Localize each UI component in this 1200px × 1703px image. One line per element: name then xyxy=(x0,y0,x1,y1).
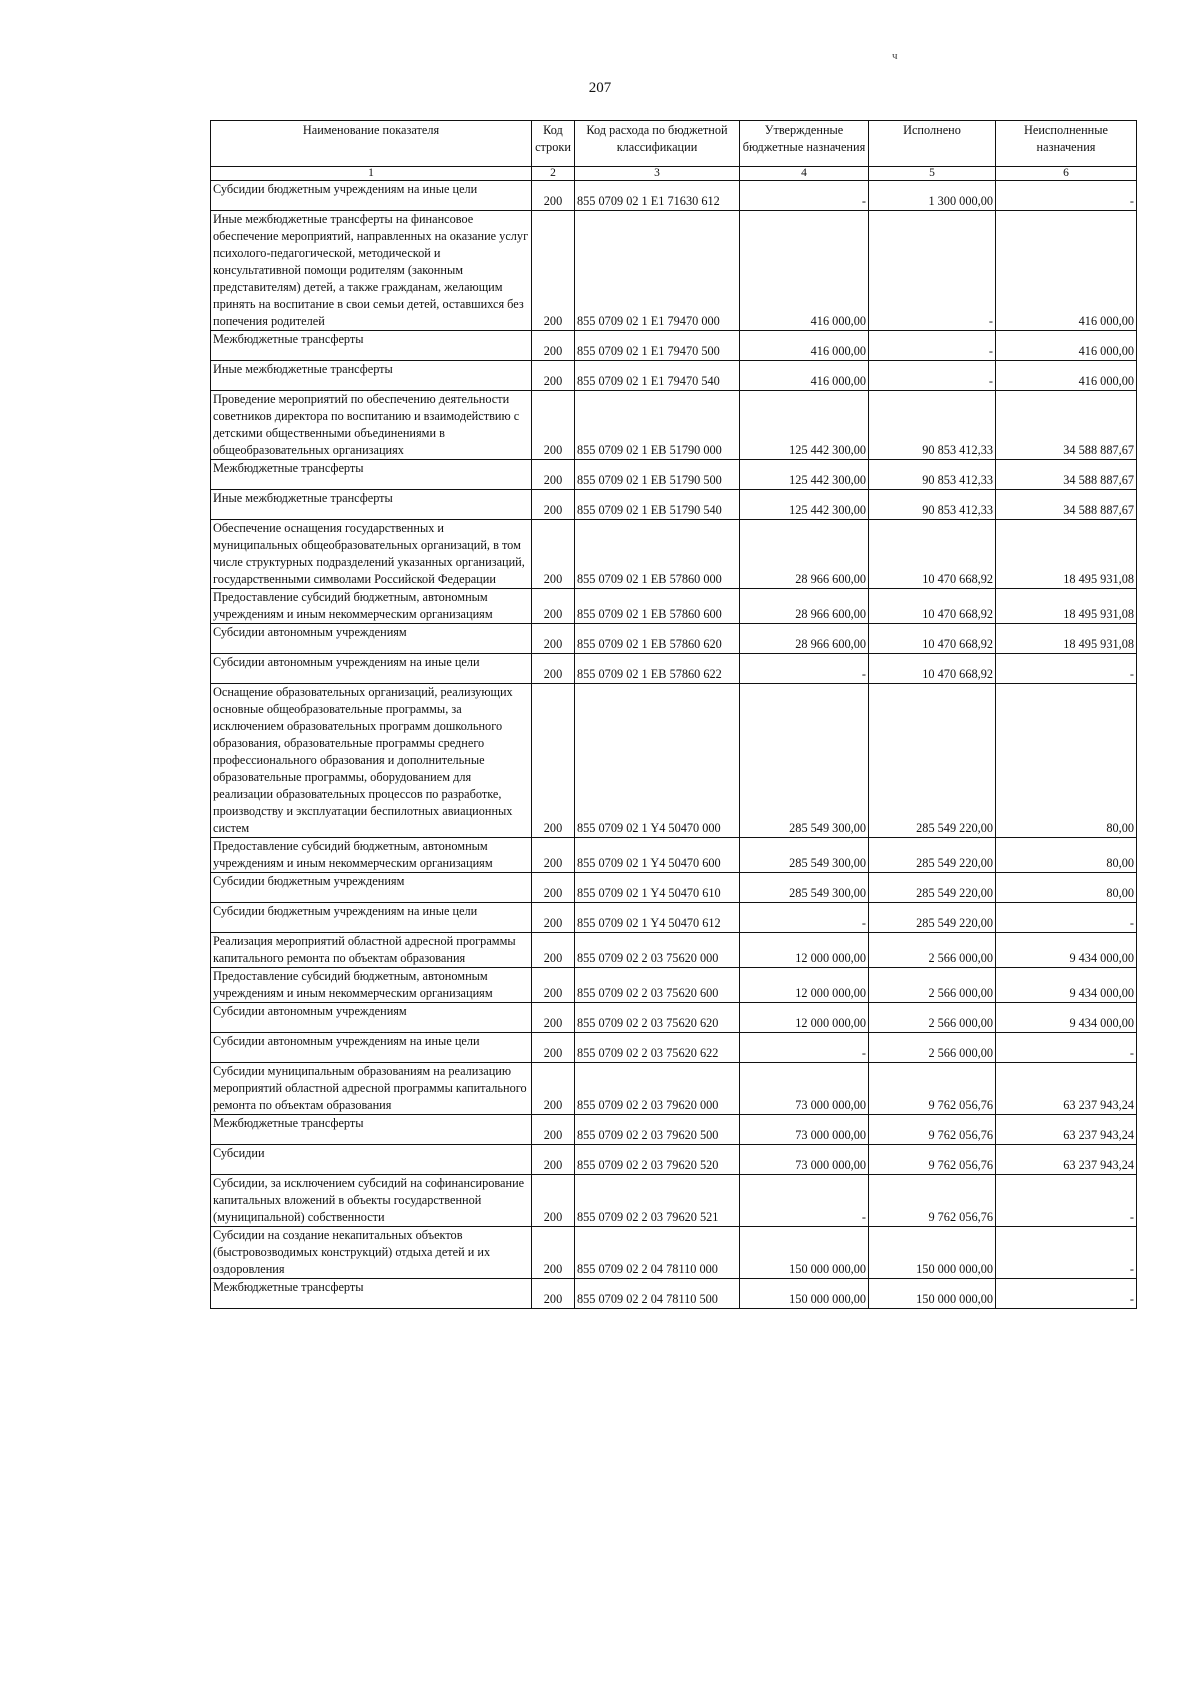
approved-amount: - xyxy=(740,903,869,933)
executed-amount: 10 470 668,92 xyxy=(869,654,996,684)
executed-amount: 90 853 412,33 xyxy=(869,460,996,490)
table-row xyxy=(211,1033,1137,1063)
page-number: 207 xyxy=(588,80,612,96)
unexecuted-amount: 9 434 000,00 xyxy=(996,1003,1137,1033)
indicator-name: Предоставление субсидий бюджетным, автономным учреждениям и иным некоммерческим организациям xyxy=(211,968,532,1003)
indicator-name: Субсидии на создание некапитальных объектов (быстровозводимых конструкций) отдыха детей и их оздоровления xyxy=(211,1227,532,1279)
unexecuted-amount: 80,00 xyxy=(996,873,1137,903)
unexecuted-amount: 80,00 xyxy=(996,838,1137,873)
approved-amount: 125 442 300,00 xyxy=(740,391,869,460)
approved-amount: 73 000 000,00 xyxy=(740,1145,869,1175)
approved-amount: 416 000,00 xyxy=(740,331,869,361)
classification-code: 855 0709 02 2 03 79620 500 xyxy=(575,1115,740,1145)
table-row xyxy=(211,873,1137,903)
unexecuted-amount: 18 495 931,08 xyxy=(996,589,1137,624)
executed-amount: 2 566 000,00 xyxy=(869,968,996,1003)
table-row xyxy=(211,589,1137,624)
indicator-name: Субсидии бюджетным учреждениям на иные цели xyxy=(211,181,532,211)
indicator-name: Иные межбюджетные трансферты xyxy=(211,490,532,520)
indicator-name: Межбюджетные трансферты xyxy=(211,1279,532,1309)
indicator-name: Субсидии автономным учреждениям на иные цели xyxy=(211,1033,532,1063)
unexecuted-amount: 416 000,00 xyxy=(996,331,1137,361)
unexecuted-amount: 34 588 887,67 xyxy=(996,460,1137,490)
classification-code: 855 0709 02 1 EB 51790 500 xyxy=(575,460,740,490)
table-row xyxy=(211,460,1137,490)
executed-amount: 285 549 220,00 xyxy=(869,903,996,933)
executed-amount: 90 853 412,33 xyxy=(869,490,996,520)
header-unexecuted: Неисполненные назначения xyxy=(996,121,1137,167)
table-row xyxy=(211,331,1137,361)
executed-amount: 2 566 000,00 xyxy=(869,1033,996,1063)
executed-amount: 10 470 668,92 xyxy=(869,589,996,624)
line-code: 200 xyxy=(532,460,575,490)
approved-amount: - xyxy=(740,1175,869,1227)
table-row xyxy=(211,838,1137,873)
header-line-code: Код строки xyxy=(532,121,575,167)
executed-amount: 10 470 668,92 xyxy=(869,520,996,589)
indicator-name: Реализация мероприятий областной адресной программы капитального ремонта по объектам образования xyxy=(211,933,532,968)
classification-code: 855 0709 02 1 EB 57860 600 xyxy=(575,589,740,624)
classification-code: 855 0709 02 2 04 78110 000 xyxy=(575,1227,740,1279)
line-code: 200 xyxy=(532,1227,575,1279)
line-code: 200 xyxy=(532,1033,575,1063)
line-code: 200 xyxy=(532,1115,575,1145)
unexecuted-amount: - xyxy=(996,181,1137,211)
line-code: 200 xyxy=(532,1175,575,1227)
classification-code: 855 0709 02 2 03 79620 521 xyxy=(575,1175,740,1227)
indicator-name: Субсидии автономным учреждениям xyxy=(211,624,532,654)
table-row xyxy=(211,1115,1137,1145)
executed-amount: 150 000 000,00 xyxy=(869,1227,996,1279)
line-code: 200 xyxy=(532,968,575,1003)
indicator-name: Субсидии муниципальным образованиям на реализацию мероприятий областной адресной программы капитального ремонта по объектам образования xyxy=(211,1063,532,1115)
header-executed: Исполнено xyxy=(869,121,996,167)
line-code: 200 xyxy=(532,654,575,684)
line-code: 200 xyxy=(532,624,575,654)
column-number: 4 xyxy=(740,167,869,181)
header-classification-code: Код расхода по бюджетной классификации xyxy=(575,121,740,167)
classification-code: 855 0709 02 1 Y4 50470 600 xyxy=(575,838,740,873)
table-row xyxy=(211,1003,1137,1033)
unexecuted-amount: 416 000,00 xyxy=(996,211,1137,331)
approved-amount: 150 000 000,00 xyxy=(740,1279,869,1309)
classification-code: 855 0709 02 1 EB 51790 000 xyxy=(575,391,740,460)
executed-amount: 285 549 220,00 xyxy=(869,684,996,838)
table-header-row xyxy=(211,121,1137,167)
classification-code: 855 0709 02 1 E1 79470 500 xyxy=(575,331,740,361)
approved-amount: 125 442 300,00 xyxy=(740,460,869,490)
classification-code: 855 0709 02 1 Y4 50470 610 xyxy=(575,873,740,903)
column-number: 2 xyxy=(532,167,575,181)
classification-code: 855 0709 02 1 Y4 50470 612 xyxy=(575,903,740,933)
executed-amount: 150 000 000,00 xyxy=(869,1279,996,1309)
line-code: 200 xyxy=(532,873,575,903)
executed-amount: 2 566 000,00 xyxy=(869,933,996,968)
unexecuted-amount: 63 237 943,24 xyxy=(996,1063,1137,1115)
approved-amount: 28 966 600,00 xyxy=(740,520,869,589)
column-number: 5 xyxy=(869,167,996,181)
classification-code: 855 0709 02 1 EB 51790 540 xyxy=(575,490,740,520)
executed-amount: - xyxy=(869,331,996,361)
classification-code: 855 0709 02 2 03 75620 620 xyxy=(575,1003,740,1033)
indicator-name: Проведение мероприятий по обеспечению деятельности советников директора по воспитанию и взаимодействию с детскими общественными объединениями в общеобразовательных организациях xyxy=(211,391,532,460)
executed-amount: 9 762 056,76 xyxy=(869,1145,996,1175)
table-row xyxy=(211,361,1137,391)
table-row xyxy=(211,211,1137,331)
unexecuted-amount: - xyxy=(996,1279,1137,1309)
approved-amount: 285 549 300,00 xyxy=(740,838,869,873)
table-row xyxy=(211,933,1137,968)
executed-amount: 10 470 668,92 xyxy=(869,624,996,654)
indicator-name: Межбюджетные трансферты xyxy=(211,331,532,361)
indicator-name: Предоставление субсидий бюджетным, автономным учреждениям и иным некоммерческим организациям xyxy=(211,589,532,624)
classification-code: 855 0709 02 1 EB 57860 000 xyxy=(575,520,740,589)
approved-amount: 28 966 600,00 xyxy=(740,589,869,624)
classification-code: 855 0709 02 1 E1 71630 612 xyxy=(575,181,740,211)
unexecuted-amount: - xyxy=(996,1227,1137,1279)
indicator-name: Обеспечение оснащения государственных и муниципальных общеобразовательных организаций, в том числе структурных подразделений указанных организаций, государственными символами Российской Федерации xyxy=(211,520,532,589)
line-code: 200 xyxy=(532,684,575,838)
table-row xyxy=(211,181,1137,211)
executed-amount: 1 300 000,00 xyxy=(869,181,996,211)
classification-code: 855 0709 02 1 Y4 50470 000 xyxy=(575,684,740,838)
table-row xyxy=(211,654,1137,684)
line-code: 200 xyxy=(532,933,575,968)
unexecuted-amount: 63 237 943,24 xyxy=(996,1145,1137,1175)
line-code: 200 xyxy=(532,391,575,460)
indicator-name: Субсидии автономным учреждениям на иные цели xyxy=(211,654,532,684)
line-code: 200 xyxy=(532,838,575,873)
table-row xyxy=(211,903,1137,933)
approved-amount: 150 000 000,00 xyxy=(740,1227,869,1279)
line-code: 200 xyxy=(532,1279,575,1309)
table-body xyxy=(211,181,1137,1309)
line-code: 200 xyxy=(532,1063,575,1115)
unexecuted-amount: 416 000,00 xyxy=(996,361,1137,391)
table-row xyxy=(211,968,1137,1003)
approved-amount: - xyxy=(740,181,869,211)
indicator-name: Предоставление субсидий бюджетным, автономным учреждениям и иным некоммерческим организациям xyxy=(211,838,532,873)
table-row xyxy=(211,1145,1137,1175)
approved-amount: 125 442 300,00 xyxy=(740,490,869,520)
classification-code: 855 0709 02 2 03 79620 000 xyxy=(575,1063,740,1115)
executed-amount: 90 853 412,33 xyxy=(869,391,996,460)
line-code: 200 xyxy=(532,903,575,933)
indicator-name: Межбюджетные трансферты xyxy=(211,460,532,490)
approved-amount: - xyxy=(740,1033,869,1063)
approved-amount: 285 549 300,00 xyxy=(740,873,869,903)
unexecuted-amount: 9 434 000,00 xyxy=(996,968,1137,1003)
line-code: 200 xyxy=(532,589,575,624)
indicator-name: Субсидии бюджетным учреждениям xyxy=(211,873,532,903)
classification-code: 855 0709 02 2 04 78110 500 xyxy=(575,1279,740,1309)
table-row xyxy=(211,1279,1137,1309)
unexecuted-amount: - xyxy=(996,1175,1137,1227)
classification-code: 855 0709 02 1 EB 57860 622 xyxy=(575,654,740,684)
column-number: 1 xyxy=(211,167,532,181)
classification-code: 855 0709 02 1 EB 57860 620 xyxy=(575,624,740,654)
approved-amount: 28 966 600,00 xyxy=(740,624,869,654)
table-row xyxy=(211,1175,1137,1227)
classification-code: 855 0709 02 2 03 75620 600 xyxy=(575,968,740,1003)
header-indicator-name: Наименование показателя xyxy=(211,121,532,167)
line-code: 200 xyxy=(532,361,575,391)
indicator-name: Субсидии бюджетным учреждениям на иные цели xyxy=(211,903,532,933)
unexecuted-amount: 63 237 943,24 xyxy=(996,1115,1137,1145)
table-row xyxy=(211,391,1137,460)
table-row xyxy=(211,684,1137,838)
executed-amount: 9 762 056,76 xyxy=(869,1115,996,1145)
unexecuted-amount: 18 495 931,08 xyxy=(996,520,1137,589)
header-approved: Утвержденные бюджетные назначения xyxy=(740,121,869,167)
executed-amount: 2 566 000,00 xyxy=(869,1003,996,1033)
approved-amount: 416 000,00 xyxy=(740,361,869,391)
unexecuted-amount: 18 495 931,08 xyxy=(996,624,1137,654)
corner-mark: ч xyxy=(892,50,898,62)
indicator-name: Субсидии, за исключением субсидий на софинансирование капитальных вложений в объекты государственной (муниципальной) собственности xyxy=(211,1175,532,1227)
executed-amount: 285 549 220,00 xyxy=(869,838,996,873)
approved-amount: 12 000 000,00 xyxy=(740,933,869,968)
classification-code: 855 0709 02 1 E1 79470 540 xyxy=(575,361,740,391)
unexecuted-amount: 34 588 887,67 xyxy=(996,490,1137,520)
line-code: 200 xyxy=(532,490,575,520)
approved-amount: 285 549 300,00 xyxy=(740,684,869,838)
column-number-row xyxy=(211,167,1137,181)
approved-amount: - xyxy=(740,654,869,684)
unexecuted-amount: 80,00 xyxy=(996,684,1137,838)
line-code: 200 xyxy=(532,331,575,361)
approved-amount: 416 000,00 xyxy=(740,211,869,331)
table-row xyxy=(211,1063,1137,1115)
unexecuted-amount: - xyxy=(996,1033,1137,1063)
line-code: 200 xyxy=(532,520,575,589)
column-number: 3 xyxy=(575,167,740,181)
approved-amount: 73 000 000,00 xyxy=(740,1063,869,1115)
indicator-name: Оснащение образовательных организаций, реализующих основные общеобразовательные программы, за исключением образовательных программ дошкольного образования, образовательные программы среднего профессионального образования и дополнительные образовательные программы, оборудованием для реализации образовательных процессов по разработке, производству и эксплуатации беспилотных авиационных систем xyxy=(211,684,532,838)
classification-code: 855 0709 02 1 E1 79470 000 xyxy=(575,211,740,331)
approved-amount: 12 000 000,00 xyxy=(740,968,869,1003)
approved-amount: 12 000 000,00 xyxy=(740,1003,869,1033)
unexecuted-amount: - xyxy=(996,903,1137,933)
column-number: 6 xyxy=(996,167,1137,181)
budget-execution-table xyxy=(210,120,1137,1309)
table-row xyxy=(211,1227,1137,1279)
line-code: 200 xyxy=(532,181,575,211)
line-code: 200 xyxy=(532,211,575,331)
line-code: 200 xyxy=(532,1003,575,1033)
classification-code: 855 0709 02 2 03 75620 622 xyxy=(575,1033,740,1063)
indicator-name: Субсидии xyxy=(211,1145,532,1175)
line-code: 200 xyxy=(532,1145,575,1175)
classification-code: 855 0709 02 2 03 79620 520 xyxy=(575,1145,740,1175)
executed-amount: 9 762 056,76 xyxy=(869,1175,996,1227)
unexecuted-amount: 9 434 000,00 xyxy=(996,933,1137,968)
classification-code: 855 0709 02 2 03 75620 000 xyxy=(575,933,740,968)
unexecuted-amount: 34 588 887,67 xyxy=(996,391,1137,460)
unexecuted-amount: - xyxy=(996,654,1137,684)
indicator-name: Иные межбюджетные трансферты на финансовое обеспечение мероприятий, направленных на оказание услуг психолого-педагогической, методической и консультативной помощи родителям (законным представителям) детей, а также гражданам, желающим принять на воспитание в свои семьи детей, оставшихся без попечения родителей xyxy=(211,211,532,331)
table-row xyxy=(211,490,1137,520)
executed-amount: - xyxy=(869,361,996,391)
indicator-name: Межбюджетные трансферты xyxy=(211,1115,532,1145)
approved-amount: 73 000 000,00 xyxy=(740,1115,869,1145)
indicator-name: Иные межбюджетные трансферты xyxy=(211,361,532,391)
executed-amount: - xyxy=(869,211,996,331)
indicator-name: Субсидии автономным учреждениям xyxy=(211,1003,532,1033)
table-row xyxy=(211,624,1137,654)
table-row xyxy=(211,520,1137,589)
executed-amount: 285 549 220,00 xyxy=(869,873,996,903)
executed-amount: 9 762 056,76 xyxy=(869,1063,996,1115)
